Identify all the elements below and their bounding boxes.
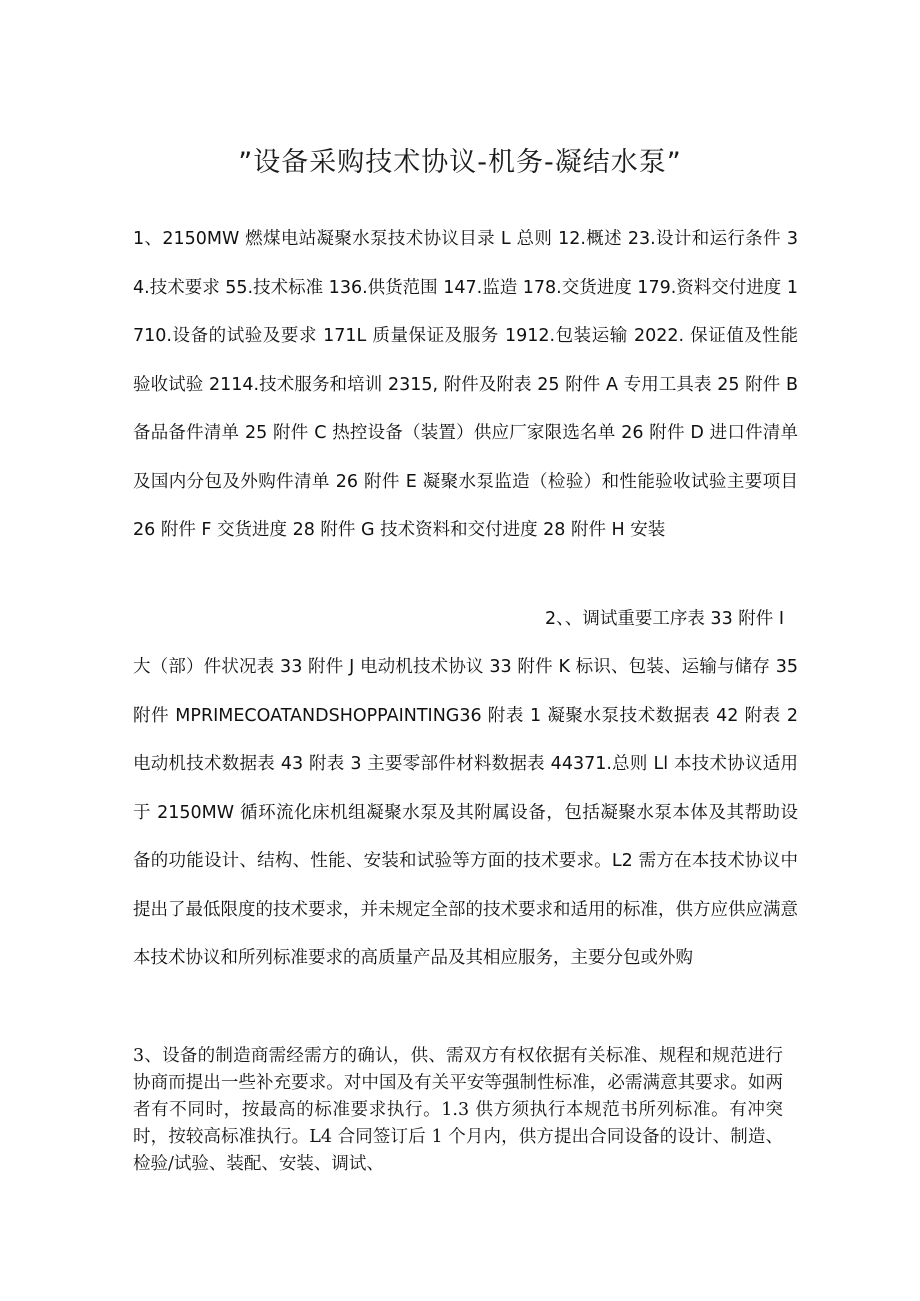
paragraph-1: 1、2150MW 燃煤电站凝聚水泵技术协议目录 L 总则 12.概述 23.设计和运行条件 34.技术要求 55.技术标准 136.供货范围 147.监造 178.交货进度 179.资料交付进度 1710.设备的试验及要求 171L 质量保证及服务 1912.包装运输 2022. 保证值及性能验收试验 2114.技术服务和培训 2315, 附件及附表 25 附件 A 专用工具表 25 附件 B 备品备件清单 25 附件 C 热控设备（装置）供应厂家限选名单 26 附件 D 进口件清单及国内分包及外购件清单 26 附件 E 凝聚水泵监造（检验）和性能验收试验主要项目 26 附件 F 交货进度 28 附件 G 技术资料和交付进度 28 附件 H 安装 bbox=[133, 229, 798, 540]
paragraph-3: 3、设备的制造商需经需方的确认，供、需双方有权依据有关标准、规程和规范进行协商而提出一些补充要求。对中国及有关平安等强制性标准，必需满意其要求。如两者有不同时，按最高的标准要求执行。1.3 供方须执行本规范书所列标准。有冲突时，按较高标准执行。L4 合同签订后 1 个月内，供方提出合同设备的设计、制造、检验/试验、装配、安装、调试、 bbox=[133, 1046, 783, 1174]
paragraph-2-heading: 2、、调试重要工序表 33 附件 I bbox=[544, 609, 784, 629]
paragraph-2: 大（部）件状况表 33 附件 J 电动机技术协议 33 附件 K 标识、包装、运输与储存 35 附件 MPRIMECOATANDSHOPPAINTING36 附表 1 凝聚水泵技术数据表 42 附表 2 电动机技术数据表 43 附表 3 主要零部件材料数据表 44371.总则 Ll 本技术协议适用于 2150MW 循环流化床机组凝聚水泵及其附属设备，包括凝聚水泵本体及其帮助设备的功能设计、结构、性能、安装和试验等方面的技术要求。L2 需方在本技术协议中提出了最低限度的技术要求，并未规定全部的技术要求和适用的标准，供方应供应满意本技术协议和所列标准要求的高质量产品及其相应服务，主要分包或外购 bbox=[133, 657, 798, 968]
document-title: ”设备采购技术协议-机务-凝结水泵” bbox=[238, 147, 682, 178]
